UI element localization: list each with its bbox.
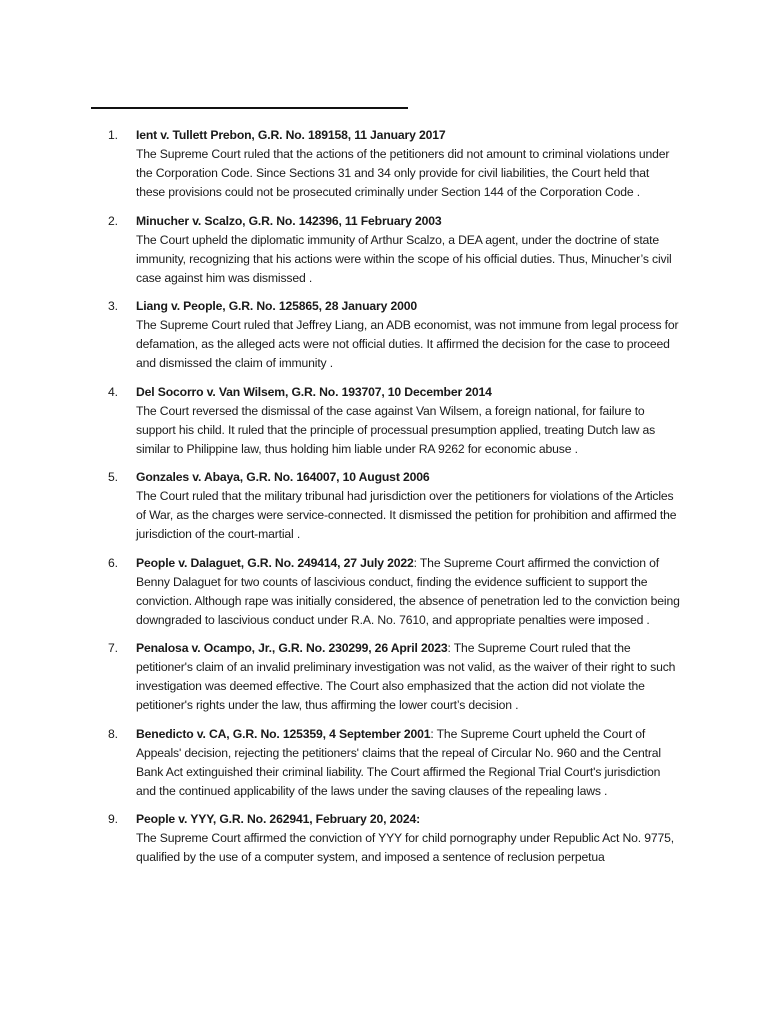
case-title: Ient v. Tullett Prebon, G.R. No. 189158, 11 January 2017 <box>136 128 446 142</box>
case-description: The Court upheld the diplomatic immunity of Arthur Scalzo, a DEA agent, under the doctrine of state immunity, recognizing that his actions were within the scope of his official duties. Thus, Minucher’s civil case against him was dismissed . <box>136 232 672 285</box>
case-description: The Supreme Court upheld the Court of Appeals' decision, rejecting the petitioners' claims that the repeal of Circular No. 960 and the Central Bank Act extinguished their criminal liability. The Court affirmed the Regional Trial Court's jurisdiction and the continued applicability of the laws under the saving clauses of the repealing laws . <box>136 726 661 798</box>
case-number: 2. <box>108 213 118 228</box>
case-item <box>108 554 680 630</box>
case-title: Del Socorro v. Van Wilsem, G.R. No. 193707, 10 December 2014 <box>136 384 492 399</box>
case-title: People v. YYY, G.R. No. 262941, February 20, 2024: <box>136 812 421 826</box>
case-title-suffix: : <box>447 641 451 655</box>
case-item <box>108 383 680 459</box>
case-title: Penalosa v. Ocampo, Jr., G.R. No. 230299, 26 April 2023 <box>136 641 448 655</box>
case-description: The Supreme Court affirmed the conviction of Benny Dalaguet for two counts of lascivious conduct, finding the evidence sufficient to support the conviction. Although rape was initially considered, the absence of penetration led to the conviction being downgraded to lascivious conduct under R.A. No. 7610, and appropriate penalties were imposed . <box>136 555 680 627</box>
case-item <box>108 126 680 202</box>
case-number: 4. <box>108 384 118 399</box>
case-description: The Supreme Court ruled that the petitioner's claim of an invalid preliminary investigation was not valid, as the waiver of their right to such investigation was deemed effective. The Court also emphasized that the action did not violate the petitioner's rights under the law, thus affirming the lower court’s decision . <box>136 641 676 712</box>
case-description: The Supreme Court ruled that the actions of the petitioners did not amount to criminal violations under the Corporation Code. Since Sections 31 and 34 only provide for civil liabilities, the Court held that these provisions could not be prosecuted criminally under Section 144 of the Corporation Code . <box>136 147 670 199</box>
case-number: 9. <box>108 812 118 826</box>
case-number: 8. <box>108 726 118 741</box>
case-description: The Supreme Court affirmed the conviction of YYY for child pornography under Republic Act No. 9775, qualified by the use of a computer system, and imposed a sentence of reclusion perpetua <box>136 831 674 864</box>
case-title: Liang v. People, G.R. No. 125865, 28 January 2000 <box>136 299 417 313</box>
case-number: 6. <box>108 555 118 570</box>
case-item <box>108 725 680 801</box>
case-item <box>108 468 680 544</box>
case-item <box>108 810 680 867</box>
case-title: Gonzales v. Abaya, G.R. No. 164007, 10 August 2006 <box>136 470 430 484</box>
case-title-suffix: : <box>413 555 417 570</box>
case-number: 1. <box>108 128 118 142</box>
case-number: 7. <box>108 641 118 655</box>
case-number: 5. <box>108 470 118 484</box>
case-number: 3. <box>108 299 118 313</box>
case-item <box>108 639 680 715</box>
case-description: The Supreme Court ruled that Jeffrey Liang, an ADB economist, was not immune from legal process for defamation, as the alleged acts were not official duties. It affirmed the decision for the case to proceed and dismissed the claim of immunity . <box>136 318 679 370</box>
case-item <box>108 297 680 373</box>
case-title-suffix: : <box>430 726 434 741</box>
case-description: The Court reversed the dismissal of the case against Van Wilsem, a foreign national, for failure to support his child. It ruled that the principle of processual presumption applied, treating Dutch law as similar to Philippine law, thus holding him liable under RA 9262 for economic abuse . <box>136 403 656 456</box>
case-list <box>108 126 680 877</box>
case-title: People v. Dalaguet, G.R. No. 249414, 27 July 2022 <box>136 555 414 570</box>
case-item <box>108 212 680 288</box>
case-title: Benedicto v. CA, G.R. No. 125359, 4 September 2001 <box>136 726 431 741</box>
horizontal-rule <box>91 107 408 109</box>
case-description: The Court ruled that the military tribunal had jurisdiction over the petitioners for violations of the Articles of War, as the charges were service-connected. It dismissed the petition for prohibition and affirmed the jurisdiction of the court-martial . <box>136 489 677 541</box>
case-title: Minucher v. Scalzo, G.R. No. 142396, 11 February 2003 <box>136 213 442 228</box>
